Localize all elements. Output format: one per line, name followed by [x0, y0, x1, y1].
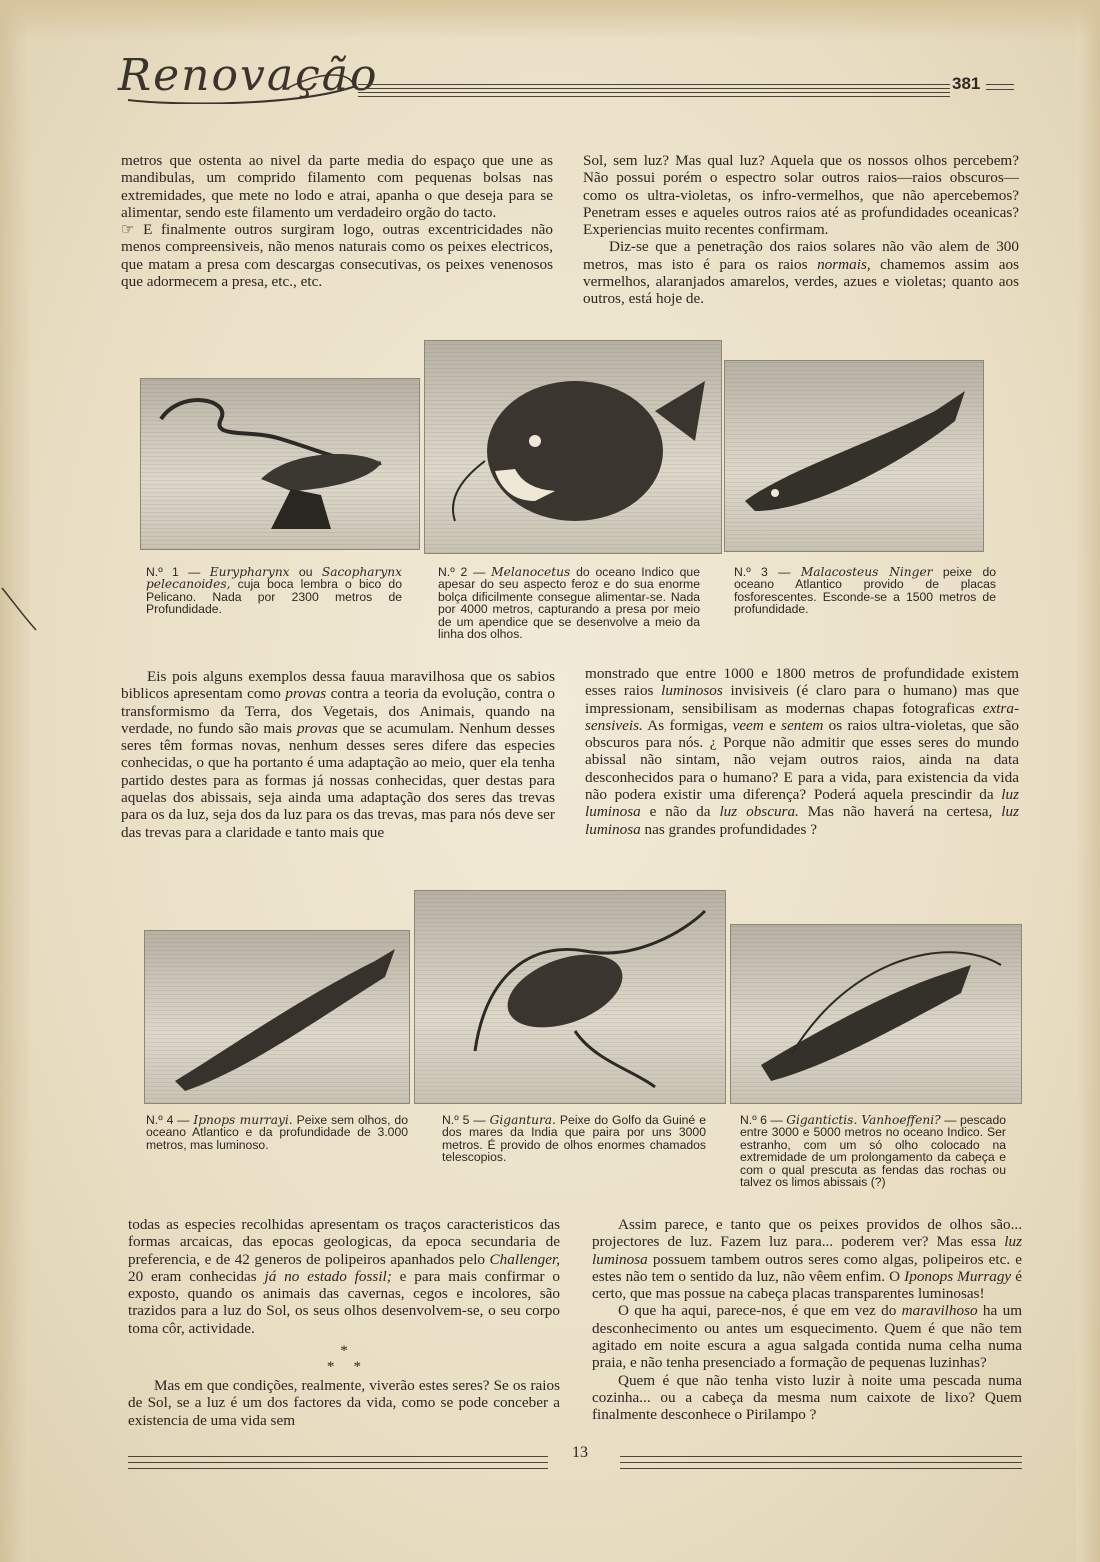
column-bottom-left [128, 1216, 560, 1429]
footer-rule-right [620, 1456, 1022, 1474]
paragraph: metros que ostenta ao nivel da parte media do espaço que une as mandibulas, um comprido filamento com pequenas bolsas nas extremidades, que mete no lodo e atrai, apanha o que deseja para se alimentar, sendo este filamento um verdadeiro orgão do tacto. [121, 152, 553, 221]
paragraph: Mas em que condições, realmente, viverão estes seres? Se os raios de Sol, se a luz é um dos factores da vida, como se pode conceber a existencia de uma vida sem [128, 1377, 560, 1429]
column-middle-left [121, 668, 555, 841]
caption-figure-4: N.º 4 — Ipnops murrayi. Peixe sem olhos, do oceano Atlantico e da profundidade de 3.000 metros, mas luminoso. [146, 1113, 408, 1152]
paper-edge-top [0, 0, 1100, 40]
paragraph: Assim parece, e tanto que os peixes providos de olhos são... projectores de luz. Fazem luz para... poderem ver? Mas essa luz luminosa possuem tambem outros seres como algas, polipeiros etc. e estes não tem o sentido da luz, não vêem enfim. O Iponops Murragy é certo, que mas possue na cabeça placas transparentes luminosas! [592, 1216, 1023, 1303]
footer-page-number: 13 [572, 1444, 588, 1461]
footer-rule-left [128, 1456, 548, 1474]
dragonfish-illustration [725, 361, 983, 551]
paragraph: monstrado que entre 1000 e 1800 metros de profundidade existem esses raios luminosos invisiveis (é claro para o humano) mas que impressionam, sensibilisam as modernas chapas fotograficas extra-sensiveis. As formigas, veem e sentem os raios ultra-violetas, que são obscuros para nós. ¿ Porque não admitir que esses seres do mundo abissal não sintam, não vejam outros raios, ainda na data desconhecidos para o humano? E para a vida, para existencia da vida não podera existir uma diferença? Poderá aquela prescindir da luz luminosa e não da luz obscura. Mas não haverá na certesa, luz luminosa nas grandes profundidades ? [585, 665, 1020, 838]
eel-fish-illustration [141, 379, 419, 549]
paragraph: Sol, sem luz? Mas qual luz? Aquela que os nossos olhos percebem? Não possui porém o espectro solar outros raios—raios obscuros—como os ultra-violetas, os infro-vermelhos, que não apercebemos? Penetram esses e aqueles outros raios até as profundidades oceanicas? Experiencias muito recentes confirmam. [583, 152, 1019, 239]
asterism: * * * [326, 1342, 362, 1376]
column-middle-right [585, 665, 1019, 838]
column-top-left [121, 152, 553, 290]
printer-mark-icon: ☞ [121, 221, 144, 239]
page-number: 381 [952, 74, 981, 93]
paragraph: ☞ E finalmente outros surgiram logo, outras excentricidades não menos compreensiveis, não menos naturais como os peixes electricos, que matam a presa com descargas consecutivas, os peixes venenosos que adormecem a presa, etc., etc. [121, 221, 553, 291]
paragraph: todas as especies recolhidas apresentam os traços caracteristicos das formas arcaicas, das epocas geologicas, da epoca secundaria de preferencia, e de 42 generos de polipeiros apanhados pelo Challenger, 20 eram conhecidas já no estado fossil; e para mais confirmar o exposto, quando os animais das cavernas, cegos e incolores, são trazidos para a luz do Sol, os seus olhos desenvolvem-se, o seu corpo toma côr, actividade. [128, 1216, 561, 1337]
paragraph: Quem é que não tenha visto luzir à noite uma pescada numa cozinha... ou a cabeça da mesma num caixote de lixo? Quem finalmente desconhece o Pirilampo ? [592, 1371, 1022, 1424]
caption-figure-3: N.º 3 — Malacosteus Ninger peixe do oceano Atlantico provido de placas fosforescentes. Esconde-se a 1500 metros de profundidade. [734, 565, 996, 617]
column-top-right [583, 152, 1019, 308]
caption-figure-6: N.º 6 — Gigantictis. Vanhoeffeni? — pescado entre 3000 e 5000 metros no oceano Indico. Ser estranho, com um só olho colocado na extremidade de um prolongamento da cabeça e com o qual prescuta as fendas das rochas ou talvez os limos abissais (?) [740, 1113, 1007, 1190]
masthead [118, 42, 379, 102]
caption-figure-1: N.º 1 — Eurypharynx ou Sacopharynx pelecanoides, cuja boca lembra o bico do Pelicano. Nada por 2300 metros de Profundidade. [146, 565, 402, 617]
page-number-rule [986, 84, 1014, 94]
figure-3-malacosteus [724, 360, 984, 552]
figure-2-melanocetus [424, 340, 722, 554]
figure-5-gigantura [414, 890, 726, 1104]
caption-figure-5: N.º 5 — Gigantura. Peixe do Golfo da Guiné e dos mares da India que paira por uns 3000 metros. É provido de olhos enormes chamados telescopios. [442, 1113, 706, 1165]
paragraph: Diz-se que a penetração dos raios solares não vão alem de 300 metros, mas isto é para os raios normais, chamemos assim aos vermelhos, alaranjados amarelos, verdes, azues e violetas; quanto aos outros, está hoje de. [583, 238, 1019, 308]
paragraph: O que ha aqui, parece-nos, é que em vez do maravilhoso ha um desconhecimento ou antes um esquecimento. Quem é que não tem agitado em noite escura a agua salgada contida numa celha numa praia, e não tenha presenciado a formação de pequenas luzinhas? [592, 1302, 1023, 1372]
paper-edge-right [1076, 0, 1100, 1562]
gigantura-fish-illustration [415, 891, 725, 1103]
paper-tear-mark [0, 580, 40, 640]
paragraph: Eis pois alguns exemplos dessa fauua maravilhosa que os sabios biblicos apresentam como provas contra a teoria da evolução, contra o transformismo da Terra, dos Vegetais, dos Animais, quando na verdade, no fundo são mais provas que se acumulam. Nenhum desses seres têm formas novas, nenhum desses seres difere das especies conhecidas, o que ha portanto é uma adaptação ao meio, quer ela tenha partido destes para as formas já nossas conhecidas, quer destas para aquelas dos abissais, seja ainda uma adaptação dos seres das trevas para os da luz, seja dos da luz para os das trevas, mas para nós deve ser das trevas para a claridade e tanto mais que [121, 668, 556, 841]
figure-1-eurypharynx [140, 378, 420, 550]
figure-6-gigantictis [730, 924, 1022, 1104]
masthead-title: Renovação [118, 50, 379, 101]
ipnops-fish-illustration [145, 931, 409, 1103]
column-bottom-right [592, 1216, 1022, 1424]
caption-figure-2: N.º 2 — Melanocetus do oceano Indico que apesar do seu aspecto feroz e do sua enorme bolça dificilmente consegue alimentar-se. Nada por 4000 metros, capturando a presa por meio de um apendice que se desenvolve a meio da linha dos olhos. [438, 565, 700, 642]
gigantictis-fish-illustration [731, 925, 1021, 1103]
paper-edge-left [0, 0, 30, 1562]
header-rules [358, 84, 950, 98]
figure-4-ipnops [144, 930, 410, 1104]
anglerfish-illustration [425, 341, 721, 553]
